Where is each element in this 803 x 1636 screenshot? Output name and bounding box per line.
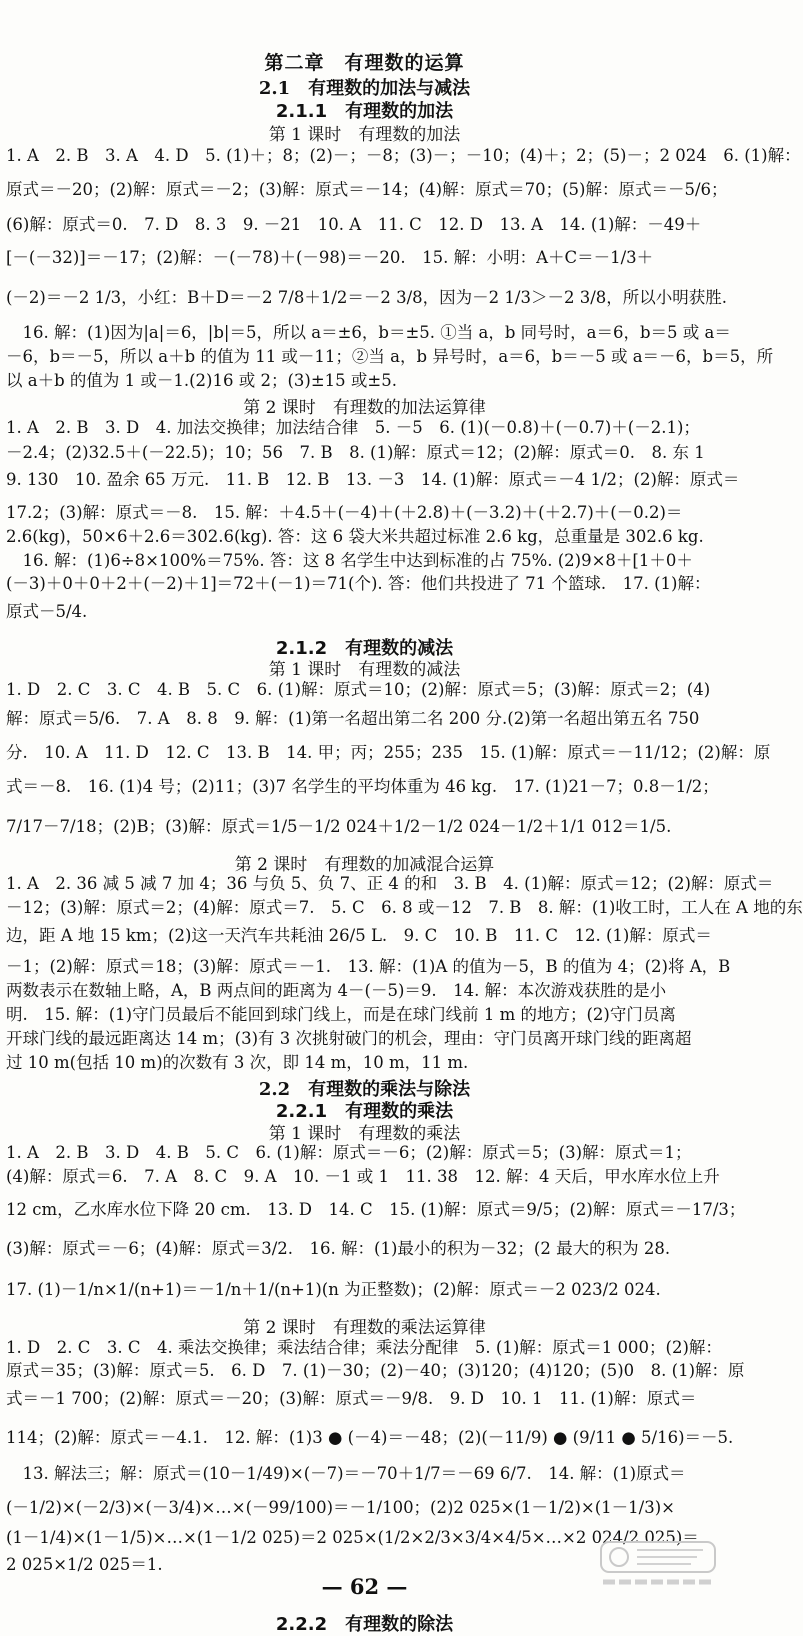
answer-line: 式＝－8. 16. (1)4 号；(2)11；(3)7 名学生的平均体重为 46 kg. 17. (1)21－7；0.8－1/2； (6, 777, 719, 796)
answer-line: 17.2；(3)解：原式＝－8. 15. 解：＋4.5＋(－4)＋(＋2.8)＋(－3.2)＋(＋2.7)＋(－0.2)＝ (6, 503, 683, 522)
answer-line: (4)解：原式＝6. 7. A 8. C 9. A 10. －1 或 1 11. 38 12. 解：4 天后，甲水库水位上升 (6, 1167, 720, 1186)
answer-line: (1－1/4)×(1－1/5)×…×(1－1/2 025)＝2 025×(1/2×2/3×3/4×4/5×…×2 024/2 025)＝ (6, 1528, 699, 1547)
answer-line: (－2)＝－2 1/3，小红：B＋D＝－2 7/8＋1/2＝－2 3/8，因为－2 1/3＞－2 3/8，所以小明获胜. (6, 288, 728, 307)
answer-line: 1. A 2. B 3. A 4. D 5. (1)＋；8；(2)－；－8；(3)－；－10；(4)＋；2；(5)－；2 024 6. (1)解： (6, 146, 801, 165)
section-2-2-title: 2.2 有理数的乘法与除法 (258, 1079, 471, 1100)
answer-line: 解：原式＝5/6. 7. A 8. 8 9. 解：(1)第一名超出第二名 200 分.(2)第一名超出第五名 750 (6, 709, 700, 728)
answer-line: (6)解：原式＝0. 7. D 8. 3 9. －21 10. A 11. C 12. D 13. A 14. (1)解：－49＋ (6, 215, 702, 234)
answer-line: 以 a＋b 的值为 1 或－1.(2)16 或 2；(3)±15 或±5. (6, 371, 397, 390)
answer-line: 原式＝35；(3)解：原式＝5. 6. D 7. (1)－30；(2)－40；(3)120；(4)120；(5)0 8. (1)解：原 (6, 1361, 745, 1380)
answer-line: 式＝－1 700；(2)解：原式＝－20；(3)解：原式＝－9/8. 9. D 10. 1 11. (1)解：原式＝ (6, 1389, 697, 1408)
subsection-2-2-1-title: 2.2.1 有理数的乘法 (275, 1101, 454, 1122)
answer-line: 13. 解法三；解：原式＝(10－1/49)×(－7)＝－70＋1/7＝－69 6/7. 14. 解：(1)原式＝ (6, 1464, 686, 1483)
answer-line: 16. 解：(1)因为|a|＝6，|b|＝5，所以 a＝±6，b＝±5. ①当 a，b 同号时，a＝6，b＝5 或 a＝ (6, 323, 731, 342)
subsection-2-2-2-title: 2.2.2 有理数的除法 (275, 1614, 454, 1635)
answer-line: 12 cm，乙水库水位下降 20 cm. 13. D 14. C 15. (1)解：原式＝9/5；(2)解：原式＝－17/3； (6, 1200, 746, 1219)
subsection-2-1-1-title: 2.1.1 有理数的加法 (275, 101, 454, 122)
watermark-logo (593, 1538, 723, 1594)
lesson-title: 第 2 课时 有理数的加法运算律 (243, 398, 486, 418)
answer-line: 原式＝－20；(2)解：原式＝－2；(3)解：原式＝－14；(4)解：原式＝70；(5)解：原式＝－5/6； (6, 180, 728, 199)
answer-line: 1. D 2. C 3. C 4. B 5. C 6. (1)解：原式＝10；(2)解：原式＝5；(3)解：原式＝2；(4) (6, 680, 711, 699)
answer-line: 17. (1)－1/n×1/(n+1)＝－1/n＋1/(n+1)(n 为正整数)；(2)解：原式＝－2 023/2 024. (6, 1280, 661, 1299)
answer-line: 7/17－7/18；(2)B；(3)解：原式＝1/5－1/2 024＋1/2－1/2 024－1/2＋1/1 012＝1/5. (6, 817, 672, 836)
answer-line: 1. D 2. C 3. C 4. 乘法交换律；乘法结合律；乘法分配律 5. (1)解：原式＝1 000；(2)解： (6, 1338, 722, 1357)
answer-line: 开球门线的最远距离达 14 m；(3)有 3 次挑射破门的机会，理由：守门员离开球门线的距离超 (6, 1029, 692, 1048)
lesson-title: 第 1 课时 有理数的乘法 (268, 1124, 461, 1144)
answer-line: 2 025×1/2 025＝1. (6, 1555, 163, 1574)
answer-line: 原式－5/4. (6, 602, 88, 621)
answer-line: 2.6(kg)，50×6＋2.6＝302.6(kg). 答：这 6 袋大米共超过标准 2.6 kg，总重量是 302.6 kg. (6, 527, 704, 546)
answer-line: 1. A 2. B 3. D 4. 加法交换律；加法结合律 5. －5 6. (1)(－0.8)＋(－0.7)＋(－2.1)； (6, 418, 700, 437)
lesson-title: 第 2 课时 有理数的乘法运算律 (243, 1318, 486, 1338)
section-2-1-title: 2.1 有理数的加法与减法 (258, 78, 471, 99)
answer-line: 边，距 A 地 15 km；(2)这一天汽车共耗油 26/5 L. 9. C 10. B 11. C 12. (1)解：原式＝ (6, 926, 712, 945)
answer-line: 分. 10. A 11. D 12. C 13. B 14. 甲；丙；255；235 15. (1)解：原式＝－11/12；(2)解：原 (6, 743, 771, 762)
chapter-title: 第二章 有理数的运算 (264, 52, 465, 74)
answer-line: －12；(3)解：原式＝2；(4)解：原式＝7. 5. C 6. 8 或－12 7. B 8. 解：(1)收工时，工人在 A 地的东 (6, 898, 803, 917)
page-number: — 62 — (321, 1574, 408, 1599)
answer-line: 1. A 2. B 3. D 4. B 5. C 6. (1)解：原式＝－6；(2)解：原式＝5；(3)解：原式＝1； (6, 1143, 692, 1162)
answer-line: 114；(2)解：原式＝－4.1. 12. 解：(1)3 ● (－4)＝－48；(2)(－11/9) ● (9/11 ● 5/16)＝－5. (6, 1428, 734, 1447)
lesson-title: 第 2 课时 有理数的加减混合运算 (234, 855, 495, 875)
answer-line: －1；(2)解：原式＝18；(3)解：原式＝－1. 13. 解：(1)A 的值为－5，B 的值为 4；(2)将 A，B (6, 957, 731, 976)
answer-line: －6，b＝－5，所以 a＋b 的值为 11 或－11；②当 a，b 异号时，a＝6，b＝－5 或 a＝－6，b＝5，所 (6, 347, 774, 366)
answer-line: (－1/2)×(－2/3)×(－3/4)×…×(－99/100)＝－1/100；(2)2 025×(1－1/2)×(1－1/3)× (6, 1498, 675, 1517)
lesson-title: 第 1 课时 有理数的加法 (268, 125, 461, 145)
answer-line: －2.4；(2)32.5＋(－22.5)；10；56 7. B 8. (1)解：原式＝12；(2)解：原式＝0. 8. 东 1 (6, 443, 705, 462)
answer-line: 9. 130 10. 盈余 65 万元. 11. B 12. B 13. －3 14. (1)解：原式＝－4 1/2；(2)解：原式＝ (6, 470, 740, 489)
answer-line: [－(－32)]＝－17；(2)解：－(－78)＋(－98)＝－20. 15. 解：小明：A＋C＝－1/3＋ (6, 248, 654, 267)
subsection-2-1-2-title: 2.1.2 有理数的减法 (275, 638, 454, 659)
answer-line: 过 10 m(包括 10 m)的次数有 3 次，即 14 m，10 m，11 m. (6, 1053, 469, 1072)
answer-line: 两数表示在数轴上略，A，B 两点间的距离为 4－(－5)＝9. 14. 解：本次游戏获胜的是小 (6, 981, 667, 1000)
answer-line: (3)解：原式＝－6；(4)解：原式＝3/2. 16. 解：(1)最小的积为－32；(2 最大的积为 28. (6, 1239, 671, 1258)
answer-line: 1. A 2. 36 减 5 减 7 加 4；36 与负 5、负 7、正 4 的和 3. B 4. (1)解：原式＝12；(2)解：原式＝ (6, 874, 774, 893)
answer-line: 明. 15. 解：(1)守门员最后不能回到球门线上，而是在球门线前 1 m 的地方；(2)守门员离 (6, 1005, 676, 1024)
answer-line: 16. 解：(1)6÷8×100%＝75%. 答：这 8 名学生中达到标准的占 75%. (2)9×8＋[1＋0＋ (6, 551, 693, 570)
lesson-title: 第 1 课时 有理数的减法 (268, 660, 461, 680)
answer-line: (－3)＋0＋0＋2＋(－2)＋1]＝72＋(－1)＝71(个). 答：他们共投进了 71 个篮球. 17. (1)解： (6, 574, 711, 593)
